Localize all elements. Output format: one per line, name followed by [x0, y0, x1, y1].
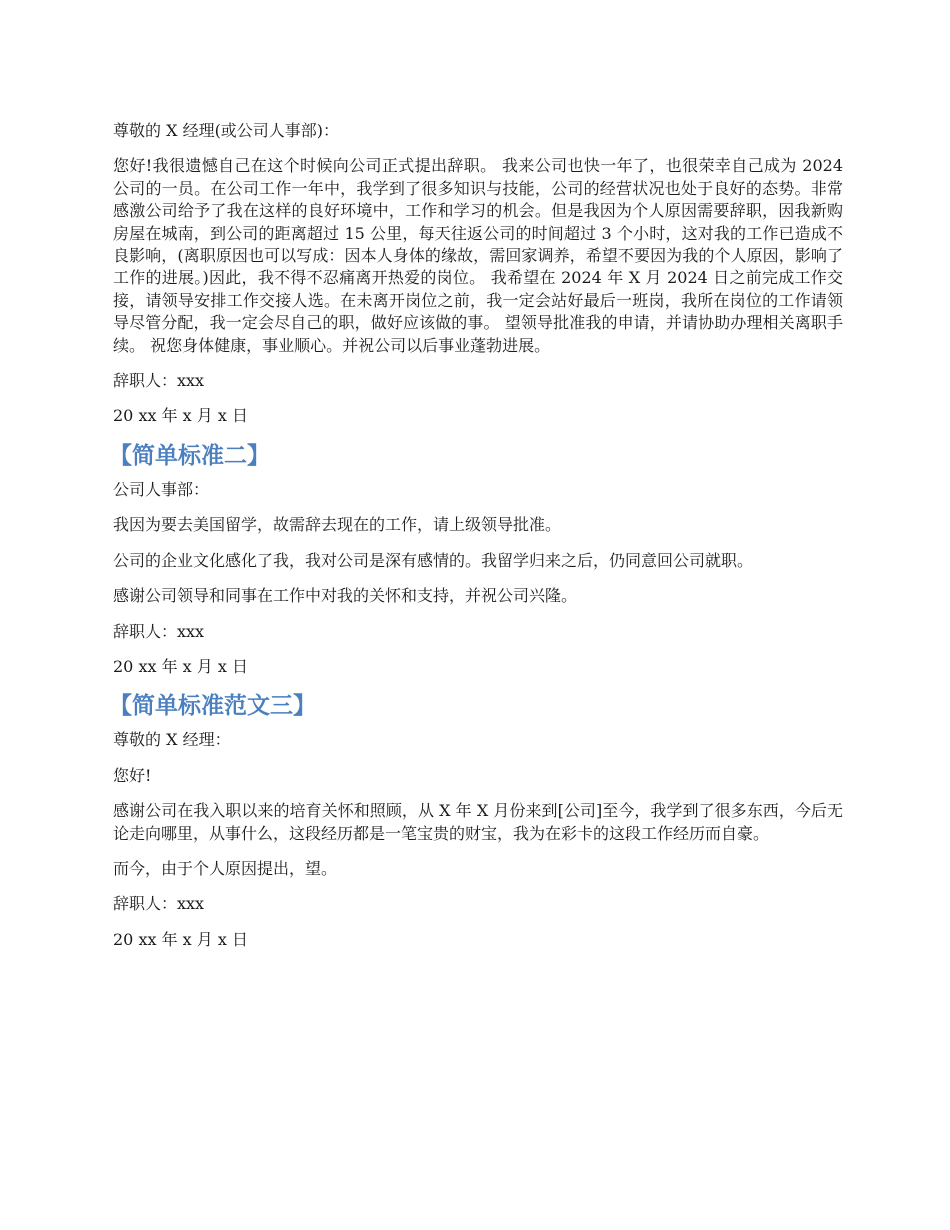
- date-3: 20 xx 年 x 月 x 日: [113, 929, 248, 949]
- salutation-3: 尊敬的 X 经理：: [113, 730, 231, 750]
- section-heading-3: 【简单标准范文三】: [109, 693, 316, 720]
- date-1: 20 xx 年 x 月 x 日: [113, 406, 248, 426]
- date-2: 20 xx 年 x 月 x 日: [113, 656, 248, 676]
- signature-3: 辞职人：xxx: [113, 894, 205, 914]
- section-heading-2: 【简单标准二】: [109, 442, 270, 469]
- body-paragraph-2c: 感谢公司领导和同事在工作中对我的关怀和支持，并祝公司兴隆。: [113, 586, 578, 606]
- salutation-2: 公司人事部：: [113, 479, 210, 499]
- salutation-1: 尊敬的 X 经理(或公司人事部)：: [113, 121, 340, 140]
- body-paragraph-1: 您好!我很遗憾自己在这个时候向公司正式提出辞职。 我来公司也快一年了，也很荣幸自己成为 2024 公司的一员。在公司工作一年中，我学到了很多知识与技能，公司的经营状况也处于良好的态势。非常感激公司给予了我在这样的良好环境中，工作和学习的机会。但是我因为个人原因需要辞职，因我新购房屋在城南，到公司的距离超过 15 公里，每天往返公司的时间超过 3 个小时，这对我的工作已造成不良影响，(离职原因也可以写成：因本人身体的缘故，需回家调养，希望不要因为我的个人原因，影响了工作的进展。)因此，我不得不忍痛离开热爱的岗位。 我希望在 2024 年 X 月 2024 日之前完成工作交接，请领导安排工作交接人选。在未离开岗位之前，我一定会站好最后一班岗，我所在岗位的工作请领导尽管分配，我一定会尽自己的职，做好应该做的事。 望领导批准我的申请，并请协助办理相关离职手续。 祝您身体健康，事业顺心。并祝公司以后事业蓬勃进展。: [113, 156, 843, 355]
- body-paragraph-3b: 而今，由于个人原因提出，望。: [113, 858, 338, 878]
- body-paragraph-2a: 我因为要去美国留学，故需辞去现在的工作，请上级领导批准。: [113, 515, 562, 535]
- document-page: [109, 120, 843, 964]
- signature-1: 辞职人：xxx: [113, 371, 205, 391]
- body-paragraph-2b: 公司的企业文化感化了我，我对公司是深有感情的。我留学归来之后，仍同意回公司就职。: [113, 550, 754, 570]
- signature-2: 辞职人：xxx: [113, 621, 205, 641]
- body-paragraph-3a: 感谢公司在我入职以来的培育关怀和照顾，从 X 年 X 月份来到[公司]至今，我学到了很多东西，今后无论走向哪里，从事什么，这段经历都是一笔宝贵的财宝，我为在彩卡的这段工作经历而自豪。: [113, 801, 843, 843]
- greeting-3: 您好!: [113, 765, 152, 785]
